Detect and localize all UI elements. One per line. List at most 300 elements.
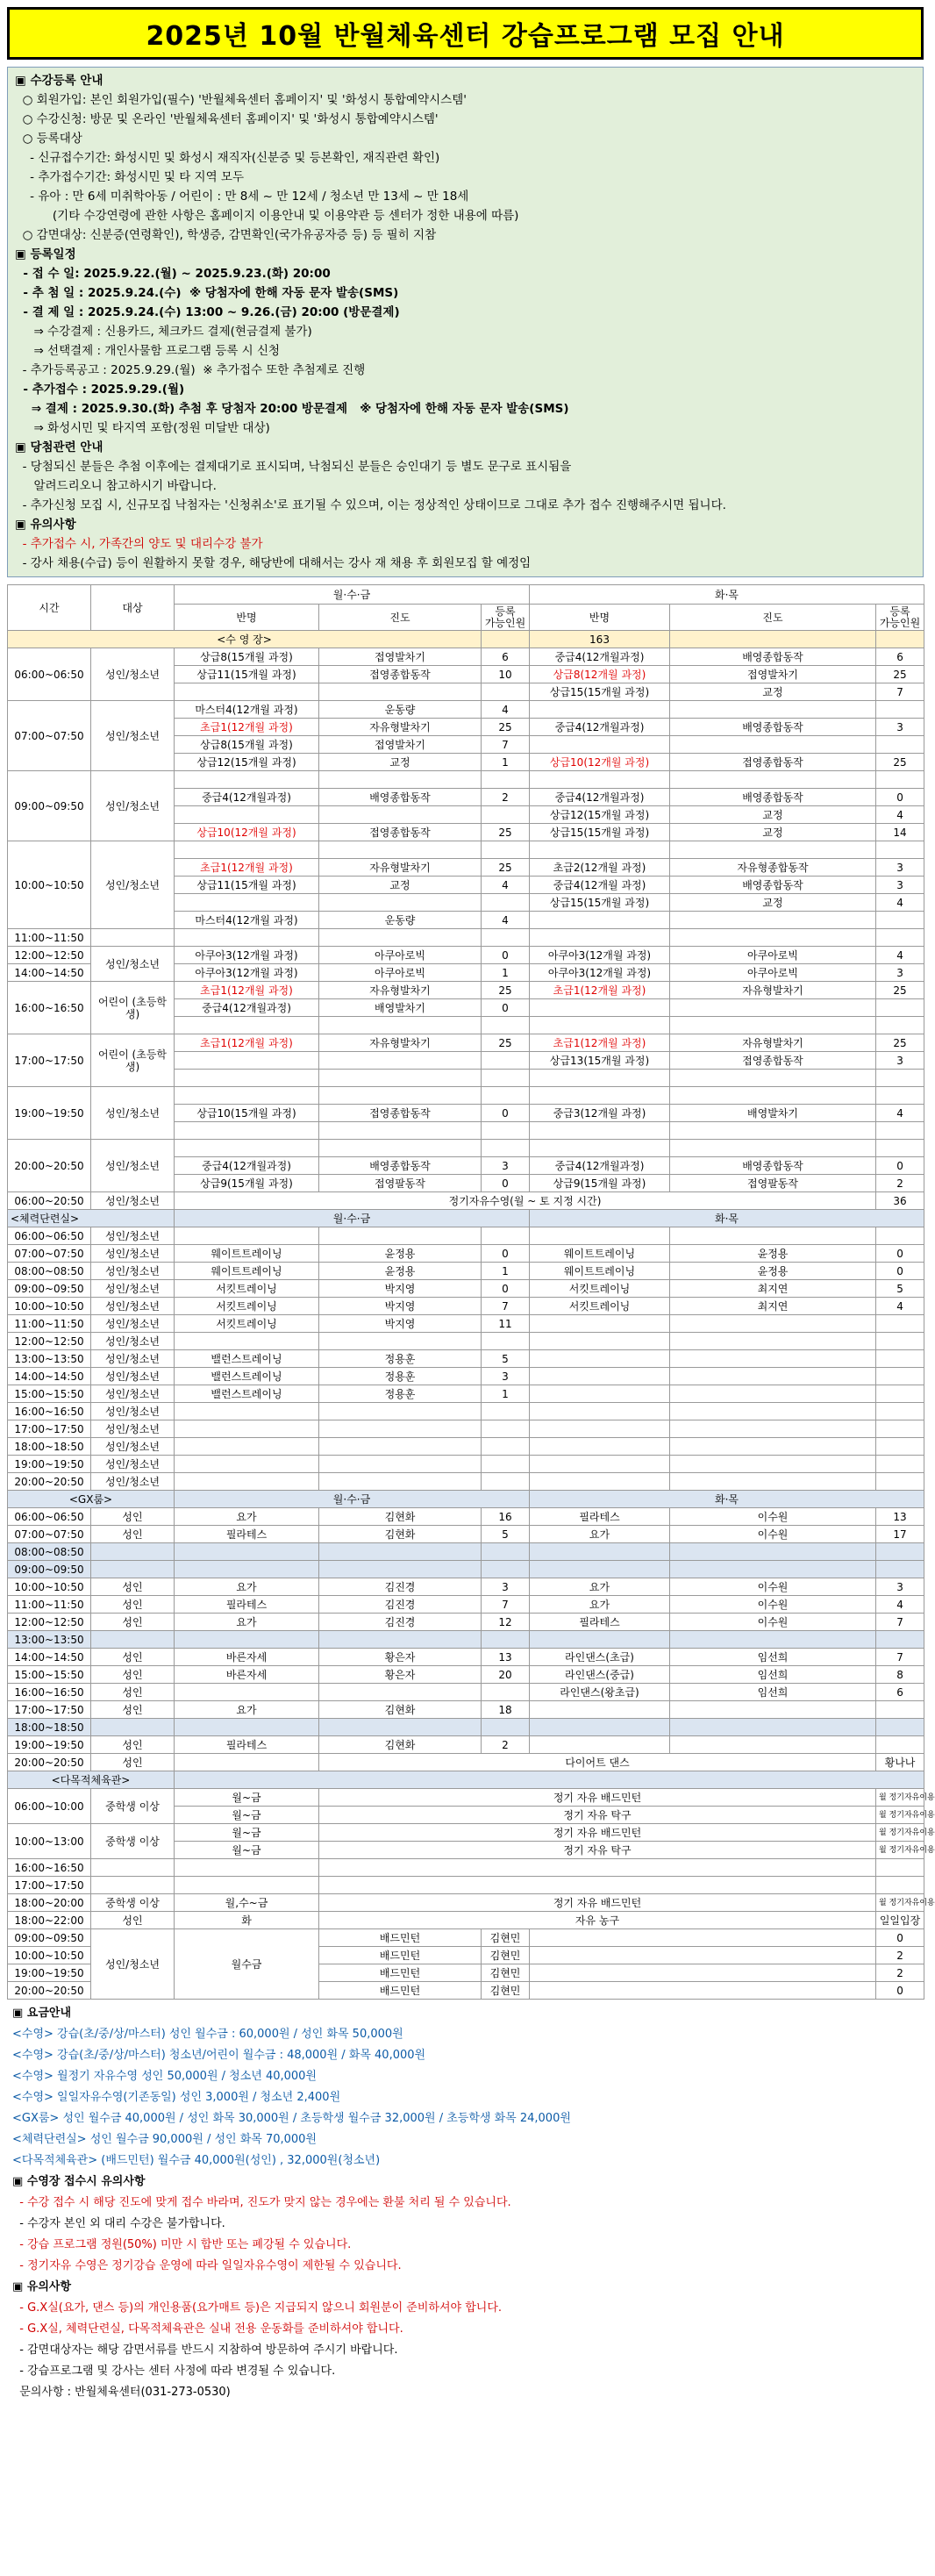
table-cell: 서킷트레이닝 [530, 1280, 670, 1298]
table-cell [482, 1631, 530, 1649]
table-cell: 08:00~08:50 [8, 1543, 91, 1561]
table-cell: 36 [876, 1192, 924, 1210]
table-cell: <수 영 장> [8, 631, 482, 648]
table-cell: 상급12(15개월 과정) [175, 754, 319, 771]
table-row [8, 1719, 924, 1736]
table-cell: 화·목 [530, 1210, 924, 1227]
fee-line: - G.X실, 체력단련실, 다목적체육관은 실내 전용 운동화를 준비하셔야 합니다. [12, 2322, 403, 2336]
table-cell: 접영종합동작 [319, 1105, 482, 1122]
table-cell [319, 1087, 482, 1105]
table-cell: 윤정용 [319, 1245, 482, 1263]
table-cell: 성인 [91, 1526, 175, 1543]
table-cell [530, 1982, 876, 2000]
notice-line: ⇒ 선택결제 : 개인사물함 프로그램 등록 시 신청 [15, 344, 281, 358]
fee-line: - 감면대상자는 해당 감면서류를 반드시 지참하여 방문하여 주시기 바랍니다. [12, 2343, 398, 2357]
table-cell: 18:00~22:00 [8, 1912, 91, 1929]
table-cell: 상급8(15개월 과정) [175, 736, 319, 754]
table-cell: 성인 [91, 1508, 175, 1526]
table-row [8, 1649, 924, 1666]
table-row [8, 841, 924, 859]
fee-line: <GX룸> 성인 월수금 40,000원 / 성인 화목 30,000원 / 초등학생 월수금 32,000원 / 초등학생 화목 24,000원 [12, 2112, 571, 2125]
table-cell [876, 1368, 924, 1385]
table-cell [319, 841, 482, 859]
col-capacity-tt: 등록 가능인원 [876, 605, 924, 631]
table-cell: 0 [876, 1982, 924, 2000]
table-cell: 상급13(15개월 과정) [530, 1052, 670, 1070]
table-cell [876, 1438, 924, 1456]
table-cell [482, 631, 530, 648]
table-cell: 정기 자유 배드민턴 [319, 1824, 876, 1842]
table-cell: 17 [876, 1526, 924, 1543]
table-cell: 20 [482, 1666, 530, 1684]
table-cell [876, 1543, 924, 1561]
table-cell [530, 1140, 670, 1157]
col-progress-tt: 진도 [670, 605, 876, 631]
table-row [8, 1526, 924, 1543]
notice-line: ○ 회원가입: 본인 회원가입(필수) '반월체육센터 홈페이지' 및 '화성시 통합예약시스템' [15, 93, 467, 107]
col-target: 대상 [91, 585, 175, 631]
table-cell: 상급15(15개월 과정) [530, 894, 670, 912]
table-cell [876, 1315, 924, 1333]
table-row [8, 1245, 924, 1263]
table-cell: 김진경 [319, 1614, 482, 1631]
table-cell [530, 1087, 670, 1105]
table-cell: 3 [876, 719, 924, 736]
table-cell: 성인 [91, 1684, 175, 1701]
table-cell [175, 683, 319, 701]
table-cell [319, 1719, 482, 1736]
table-cell [91, 1859, 175, 1877]
notice-line: ○ 수강신청: 방문 및 온라인 '반월체육센터 홈페이지' 및 '화성시 통합예약시스템' [15, 112, 439, 126]
table-cell [319, 894, 482, 912]
table-cell: 이수원 [670, 1614, 876, 1631]
table-cell: 5 [482, 1526, 530, 1543]
table-cell: 교정 [319, 754, 482, 771]
notice-line: - 추가신청 모집 시, 신규모집 낙첨자는 '신청취소'로 표기될 수 있으며, 이는 정상적인 상태이므로 그대로 추가 접수 진행해주시면 됩니다. [15, 498, 726, 512]
table-cell: 성인 [91, 1736, 175, 1754]
table-cell: 이수원 [670, 1578, 876, 1596]
table-cell: 성인 [91, 1596, 175, 1614]
table-cell: 16:00~16:50 [8, 1684, 91, 1701]
table-cell: 이수원 [670, 1596, 876, 1614]
table-cell [482, 1122, 530, 1140]
table-cell: 마스터4(12개월 과정) [175, 701, 319, 719]
table-row [8, 1491, 924, 1508]
table-cell: 16:00~16:50 [8, 982, 91, 1034]
table-cell: 상급8(12개월 과정) [530, 666, 670, 683]
table-cell: 11:00~11:50 [8, 1315, 91, 1333]
notice-line: - 신규접수기간: 화성시민 및 화성시 재직자(신분증 및 등본확인, 재직관련 확인) [15, 151, 440, 165]
table-cell: 중급4(12개월과정) [175, 1157, 319, 1175]
table-cell [670, 1403, 876, 1420]
table-cell: 11:00~11:50 [8, 929, 91, 947]
table-cell [482, 1561, 530, 1578]
table-cell: 4 [482, 701, 530, 719]
table-cell: 이수원 [670, 1508, 876, 1526]
table-row [8, 1929, 924, 1947]
table-cell: 16:00~16:50 [8, 1859, 91, 1877]
notice-line: - 접 수 일: 2025.9.22.(월) ~ 2025.9.23.(화) 20:00 [15, 267, 331, 281]
fee-line: ▣ 유의사항 [12, 2280, 72, 2293]
table-cell: 7 [482, 1596, 530, 1614]
notice-line: ▣ 유의사항 [15, 518, 76, 532]
table-cell [876, 771, 924, 789]
table-cell: 배드민턴 [319, 1929, 482, 1947]
table-cell: 접영종합동작 [670, 1052, 876, 1070]
table-cell: 16 [482, 1508, 530, 1526]
table-cell [876, 631, 924, 648]
table-cell: 윤정용 [319, 1263, 482, 1280]
table-cell: 09:00~09:50 [8, 1280, 91, 1298]
table-cell: 12:00~12:50 [8, 1614, 91, 1631]
table-cell: 중급3(12개월 과정) [530, 1105, 670, 1122]
table-cell: 접영팔동작 [670, 1175, 876, 1192]
table-cell: 월·수·금 [175, 1491, 530, 1508]
table-cell: 6 [876, 648, 924, 666]
table-cell: 4 [876, 1596, 924, 1614]
table-cell: 이수원 [670, 1526, 876, 1543]
table-cell: 아쿠아로빅 [319, 964, 482, 982]
table-cell [670, 1701, 876, 1719]
table-cell: 윤정용 [670, 1263, 876, 1280]
table-cell [876, 929, 924, 947]
table-cell: 성인/청소년 [91, 1245, 175, 1263]
table-cell: 접영종합동작 [319, 824, 482, 841]
table-cell: 성인/청소년 [91, 1456, 175, 1473]
table-cell [876, 912, 924, 929]
table-cell: 3 [482, 1368, 530, 1385]
table-cell: 임선희 [670, 1684, 876, 1701]
table-cell: 월수금 [175, 1929, 319, 2000]
table-cell [530, 1070, 670, 1087]
table-cell: 월~금 [175, 1789, 319, 1807]
table-cell: 19:00~19:50 [8, 1736, 91, 1754]
notice-line: ○ 등록대상 [15, 132, 82, 146]
table-cell [482, 1543, 530, 1561]
table-cell: 정기 자유 탁구 [319, 1807, 876, 1824]
table-row [8, 1789, 924, 1807]
table-cell [670, 736, 876, 754]
table-cell: 0 [876, 1157, 924, 1175]
table-cell [670, 1368, 876, 1385]
table-cell: 18:00~20:00 [8, 1894, 91, 1912]
table-cell: 박지영 [319, 1280, 482, 1298]
table-cell: 배영종합동작 [670, 719, 876, 736]
table-cell: 18:00~18:50 [8, 1438, 91, 1456]
table-cell: 월 정기자유이용 [876, 1894, 924, 1912]
col-tt: 화·목 [530, 585, 924, 605]
table-cell: 아쿠아로빅 [670, 964, 876, 982]
table-cell: 자유형발차기 [670, 1034, 876, 1052]
table-cell [670, 1420, 876, 1438]
table-cell [530, 1315, 670, 1333]
table-cell: 16:00~16:50 [8, 1403, 91, 1420]
table-cell [175, 1403, 319, 1420]
table-cell [319, 1543, 482, 1561]
table-cell: 임선희 [670, 1649, 876, 1666]
table-cell [530, 841, 670, 859]
table-cell: 웨이트트레이닝 [175, 1263, 319, 1280]
table-cell: 7 [876, 683, 924, 701]
table-cell: 3 [876, 859, 924, 877]
table-cell: 성인/청소년 [91, 1385, 175, 1403]
table-cell [530, 1543, 670, 1561]
table-cell: 서킷트레이닝 [175, 1280, 319, 1298]
table-cell: 요가 [530, 1526, 670, 1543]
table-cell: 필라테스 [175, 1596, 319, 1614]
table-cell [91, 929, 175, 947]
table-cell: 교정 [319, 877, 482, 894]
table-cell [670, 1350, 876, 1368]
table-cell: 성인/청소년 [91, 1420, 175, 1438]
col-class-mwf: 반명 [175, 605, 319, 631]
table-cell [319, 1684, 482, 1701]
table-cell: 화 [175, 1912, 319, 1929]
table-cell: 25 [482, 719, 530, 736]
table-cell [319, 1052, 482, 1070]
table-cell: 10:00~10:50 [8, 841, 91, 929]
table-cell [482, 1403, 530, 1420]
table-cell [876, 1631, 924, 1649]
table-cell: 3 [876, 1578, 924, 1596]
table-row [8, 1403, 924, 1420]
table-row [8, 1263, 924, 1280]
table-cell: 25 [482, 859, 530, 877]
table-cell [876, 736, 924, 754]
table-cell: 3 [876, 964, 924, 982]
table-cell [530, 1964, 876, 1982]
table-cell [91, 1543, 175, 1561]
table-cell [482, 683, 530, 701]
table-cell [670, 1315, 876, 1333]
table-cell: 7 [482, 1298, 530, 1315]
table-cell [876, 1140, 924, 1157]
table-cell: 배드민턴 [319, 1982, 482, 2000]
table-cell: 163 [530, 631, 670, 648]
table-cell: 15:00~15:50 [8, 1666, 91, 1684]
table-cell: 성인/청소년 [91, 1403, 175, 1420]
table-cell: 성인 [91, 1912, 175, 1929]
table-cell [530, 1719, 670, 1736]
table-cell: 8 [876, 1666, 924, 1684]
table-cell: 14 [876, 824, 924, 841]
table-cell: 배영종합동작 [670, 877, 876, 894]
table-cell [670, 1122, 876, 1140]
table-cell [670, 1227, 876, 1245]
table-cell: 14:00~14:50 [8, 1649, 91, 1666]
table-cell: 06:00~06:50 [8, 648, 91, 701]
table-cell: 12:00~12:50 [8, 947, 91, 964]
table-cell: 운동량 [319, 912, 482, 929]
notice-line: - 추가접수기간: 화성시민 및 타 지역 모두 [15, 170, 244, 184]
table-cell: 정용훈 [319, 1368, 482, 1385]
table-cell [319, 1859, 876, 1877]
table-cell [319, 1473, 482, 1491]
table-cell: 박지영 [319, 1298, 482, 1315]
table-cell: 08:00~08:50 [8, 1263, 91, 1280]
table-cell [876, 1087, 924, 1105]
table-cell [670, 631, 876, 648]
table-cell [319, 929, 482, 947]
table-cell: 2 [482, 789, 530, 806]
table-cell [319, 1122, 482, 1140]
table-cell: 성인/청소년 [91, 1473, 175, 1491]
table-cell: 교정 [670, 806, 876, 824]
table-cell: <체력단련실> [8, 1210, 175, 1227]
table-cell: 0 [482, 947, 530, 964]
table-cell [530, 1438, 670, 1456]
table-cell: 성인/청소년 [91, 1368, 175, 1385]
table-cell [876, 1350, 924, 1368]
table-cell: 월 정기자유이용 [876, 1842, 924, 1859]
table-cell: 배영종합동작 [670, 789, 876, 806]
table-cell: 아쿠아로빅 [319, 947, 482, 964]
table-cell: 0 [482, 1245, 530, 1263]
table-cell: 13 [876, 1508, 924, 1526]
table-cell: 7 [482, 736, 530, 754]
table-cell [482, 841, 530, 859]
table-cell [530, 1701, 670, 1719]
table-cell: 성인 [91, 1649, 175, 1666]
table-cell [319, 1140, 482, 1157]
table-cell [319, 1333, 482, 1350]
table-cell: 10:00~10:50 [8, 1578, 91, 1596]
table-cell: 자유형발차기 [670, 982, 876, 999]
table-cell: 바른자세 [175, 1649, 319, 1666]
table-cell: 25 [482, 824, 530, 841]
table-cell: 06:00~20:50 [8, 1192, 91, 1210]
table-row [8, 1420, 924, 1438]
table-cell: 0 [876, 1929, 924, 1947]
table-cell [530, 1561, 670, 1578]
table-cell [175, 1877, 319, 1894]
table-cell: 12:00~12:50 [8, 1333, 91, 1350]
table-cell [670, 841, 876, 859]
table-cell: 정기 자유 탁구 [319, 1842, 876, 1859]
table-cell: 라인댄스(중급) [530, 1666, 670, 1684]
table-cell [175, 841, 319, 859]
table-cell: 10 [482, 666, 530, 683]
table-cell: 자유형발차기 [319, 719, 482, 736]
table-cell: 교정 [670, 894, 876, 912]
table-cell [530, 1368, 670, 1385]
table-cell: 초급1(12개월 과정) [175, 1034, 319, 1052]
table-cell [175, 1719, 319, 1736]
table-cell: 4 [482, 877, 530, 894]
table-cell: 1 [482, 1263, 530, 1280]
table-cell: <다목적체육관> [8, 1771, 175, 1789]
table-cell: 상급8(15개월 과정) [175, 648, 319, 666]
table-cell: 0 [876, 789, 924, 806]
table-cell: 중학생 이상 [91, 1789, 175, 1824]
table-cell [670, 1543, 876, 1561]
table-cell: 서킷트레이닝 [175, 1298, 319, 1315]
table-row [8, 1034, 924, 1052]
table-cell: 월,수~금 [175, 1894, 319, 1912]
table-cell [482, 1438, 530, 1456]
table-row [8, 1298, 924, 1315]
table-cell: 0 [482, 1175, 530, 1192]
table-cell [530, 1947, 876, 1964]
table-cell: 정기 자유 배드민턴 [319, 1789, 876, 1807]
table-cell [876, 999, 924, 1017]
table-cell: 정기 자유 배드민턴 [319, 1894, 876, 1912]
table-cell: 초급1(12개월 과정) [530, 982, 670, 999]
table-cell: 요가 [175, 1508, 319, 1526]
table-cell: 성인/청소년 [91, 1087, 175, 1140]
table-cell: 성인/청소년 [91, 648, 175, 701]
table-cell [482, 1052, 530, 1070]
table-cell: 서킷트레이닝 [530, 1298, 670, 1315]
table-cell [175, 1438, 319, 1456]
table-cell: 최지연 [670, 1280, 876, 1298]
registration-notice [7, 67, 924, 577]
table-cell: 중급4(12개월과정) [530, 719, 670, 736]
fee-line: - 수강 접수 시 해당 진도에 맞게 접수 바라며, 진도가 맞지 않는 경우에는 환불 처리 될 수 있습니다. [12, 2196, 511, 2209]
table-cell: 17:00~17:50 [8, 1034, 91, 1087]
table-row [8, 1578, 924, 1596]
table-cell: 성인/청소년 [91, 1333, 175, 1350]
notice-line: ▣ 당첨관련 안내 [15, 440, 103, 454]
table-cell: 김현화 [319, 1508, 482, 1526]
table-cell: 성인 [91, 1666, 175, 1684]
table-cell: 배드민턴 [319, 1947, 482, 1964]
table-cell: 배영종합동작 [670, 1157, 876, 1175]
table-cell: 6 [876, 1684, 924, 1701]
table-cell: 1 [482, 964, 530, 982]
table-row [8, 1227, 924, 1245]
fee-line: <수영> 일일자유수영(기존동일) 성인 3,000원 / 청소년 2,400원 [12, 2091, 341, 2104]
table-cell: 중급4(12개월과정) [530, 1157, 670, 1175]
table-cell: 정기자유수영(월 ~ 토 지정 시간) [175, 1192, 876, 1210]
notice-line: - 당첨되신 분들은 추첨 이후에는 결제대기로 표시되며, 낙첨되신 분들은 승인대기 등 별도 문구로 표시됨을 [15, 460, 572, 474]
table-cell [530, 771, 670, 789]
table-cell: 초급2(12개월 과정) [530, 859, 670, 877]
table-row [8, 631, 924, 648]
table-row [8, 1473, 924, 1491]
table-cell: 접영종합동작 [670, 754, 876, 771]
col-progress-mwf: 진도 [319, 605, 482, 631]
table-cell [670, 1631, 876, 1649]
table-cell: 월 정기자유이용 [876, 1807, 924, 1824]
fee-line: <체력단련실> 성인 월수금 90,000원 / 성인 화목 70,000원 [12, 2133, 317, 2146]
table-cell [670, 1561, 876, 1578]
table-cell: 06:00~06:50 [8, 1508, 91, 1526]
table-cell: 중급4(12개월과정) [530, 789, 670, 806]
table-cell: 최지연 [670, 1298, 876, 1315]
table-cell [876, 1403, 924, 1420]
table-cell: 라인댄스(왕초급) [530, 1684, 670, 1701]
table-cell: 3 [876, 877, 924, 894]
table-row [8, 1087, 924, 1105]
table-row [8, 1280, 924, 1298]
table-cell: 11:00~11:50 [8, 1596, 91, 1614]
fee-line: - 강습프로그램 및 강사는 센터 사정에 따라 변경될 수 있습니다. [12, 2365, 336, 2378]
table-cell [91, 1631, 175, 1649]
table-cell: 요가 [175, 1701, 319, 1719]
table-cell: 박지영 [319, 1315, 482, 1333]
table-cell: 요가 [175, 1578, 319, 1596]
table-cell: 4 [876, 894, 924, 912]
table-cell: 자유형종합동작 [670, 859, 876, 877]
table-cell: 김현화 [319, 1526, 482, 1543]
page-title: 2025년 10월 반월체육센터 강습프로그램 모집 안내 [146, 21, 785, 52]
table-cell: 서킷트레이닝 [175, 1315, 319, 1333]
table-cell [530, 1473, 670, 1491]
table-cell [530, 929, 670, 947]
table-cell: 25 [876, 1034, 924, 1052]
table-cell: 상급9(15개월 과정) [175, 1175, 319, 1192]
